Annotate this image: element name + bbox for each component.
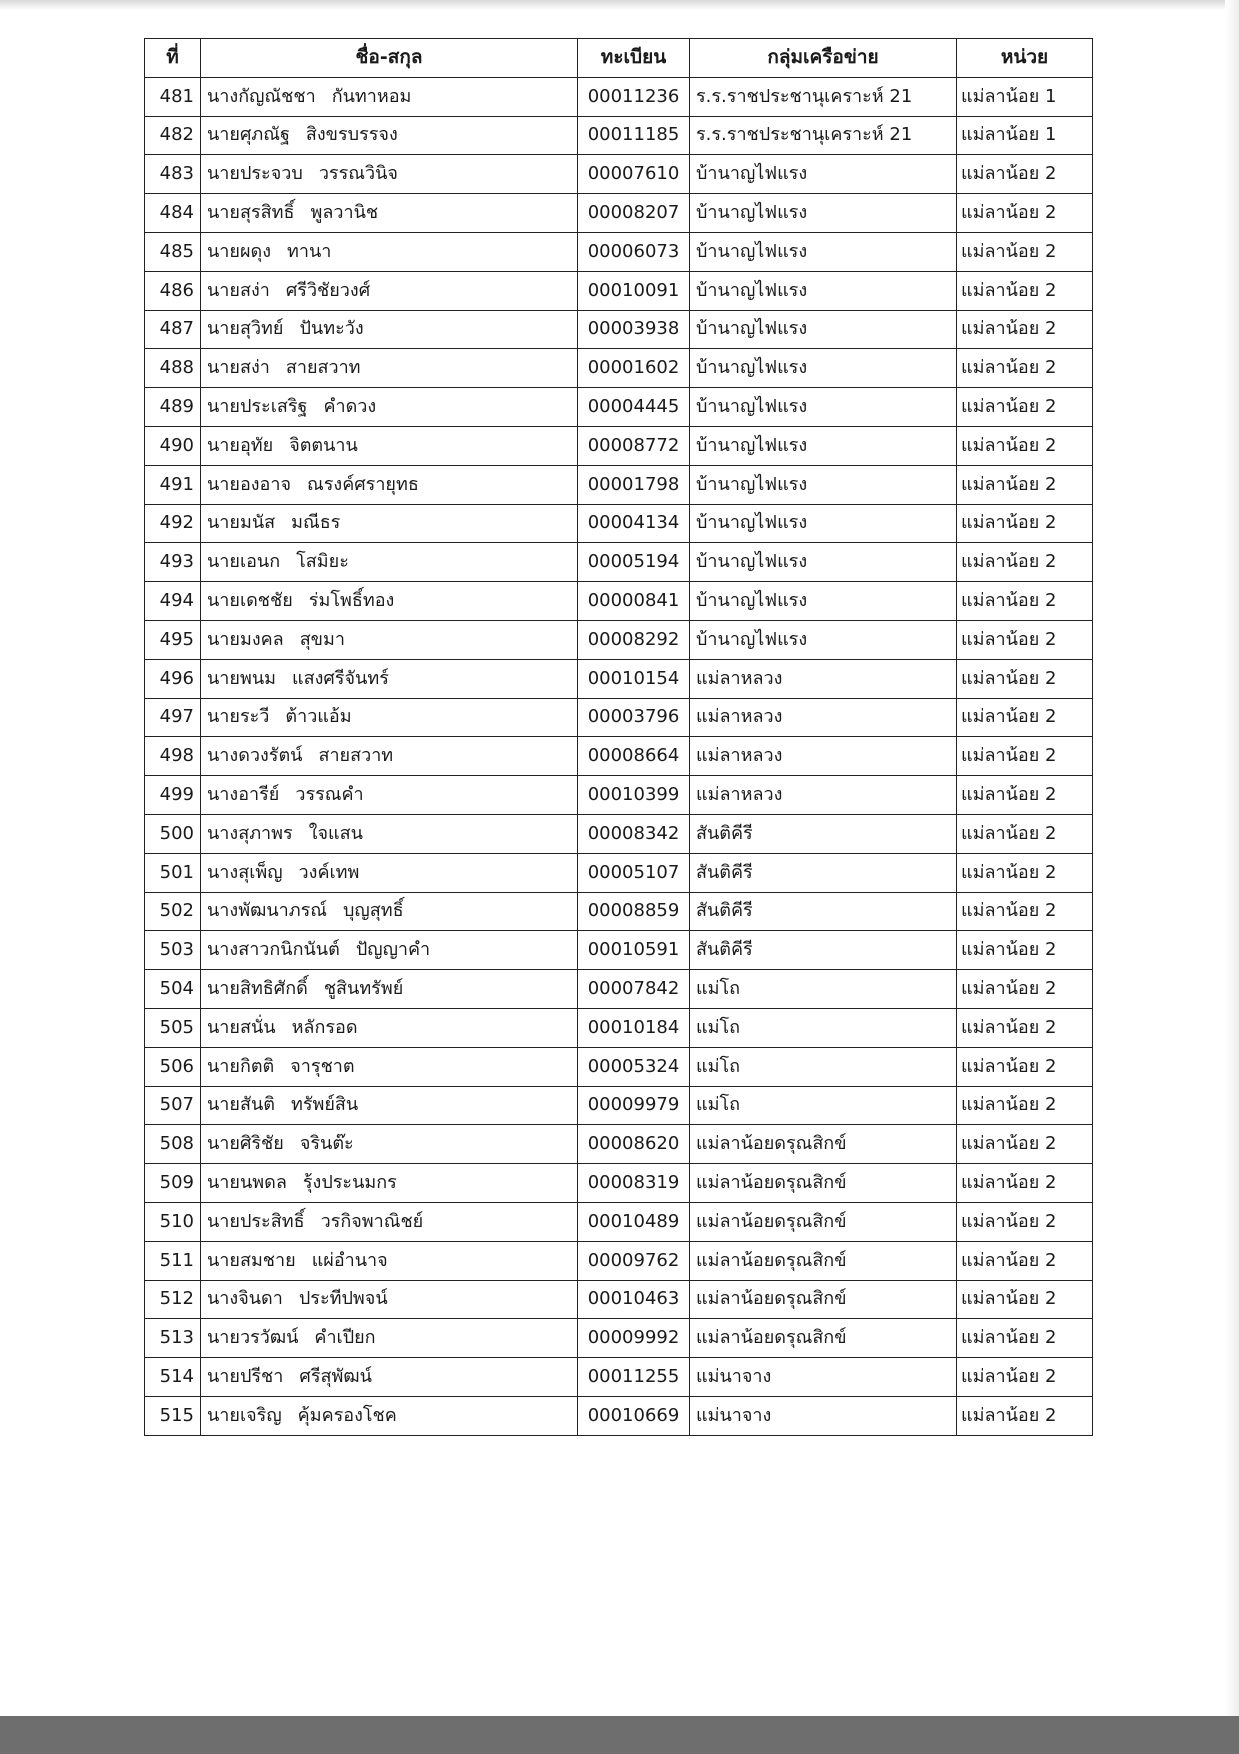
member-name: [201, 776, 578, 815]
row-number: 489: [145, 388, 201, 427]
unit-name: แม่ลาน้อย 2: [957, 620, 1093, 659]
row-number: 515: [145, 1396, 201, 1435]
table-row: [145, 271, 1093, 310]
row-number: 491: [145, 465, 201, 504]
table-row: [145, 853, 1093, 892]
row-number: 512: [145, 1280, 201, 1319]
member-first-name: นางจินดา: [207, 1288, 283, 1310]
header-name: ชื่อ-สกุล: [201, 39, 578, 78]
row-number: 486: [145, 271, 201, 310]
member-name: [201, 77, 578, 116]
table-row: [145, 1008, 1093, 1047]
member-first-name: นางพัฒนาภรณ์: [207, 900, 327, 922]
network-group: ร.ร.ราชประชานุเคราะห์ 21: [690, 77, 957, 116]
registration-number: 00008292: [578, 620, 690, 659]
member-first-name: นายประจวบ: [207, 163, 303, 185]
unit-name: แม่ลาน้อย 2: [957, 1241, 1093, 1280]
network-group: บ้านาญไฟแรง: [690, 310, 957, 349]
row-number: 505: [145, 1008, 201, 1047]
table-header: [145, 39, 1093, 78]
member-first-name: นายระวี: [207, 706, 270, 728]
registration-number: 00010489: [578, 1202, 690, 1241]
table-row: [145, 737, 1093, 776]
member-name: [201, 116, 578, 155]
member-first-name: นางดวงรัตน์: [207, 745, 303, 767]
row-number: 495: [145, 620, 201, 659]
registration-number: 00009979: [578, 1086, 690, 1125]
member-first-name: นายสันติ: [207, 1094, 275, 1116]
member-first-name: นายสง่า: [207, 357, 270, 379]
unit-name: แม่ลาน้อย 2: [957, 1164, 1093, 1203]
row-number: 510: [145, 1202, 201, 1241]
unit-name: แม่ลาน้อย 1: [957, 116, 1093, 155]
row-number: 514: [145, 1358, 201, 1397]
member-first-name: นายวรวัฒน์: [207, 1327, 299, 1349]
network-group: สันติคีรี: [690, 814, 957, 853]
row-number: 508: [145, 1125, 201, 1164]
row-number: 497: [145, 698, 201, 737]
network-group: สันติคีรี: [690, 892, 957, 931]
table-row: [145, 1358, 1093, 1397]
network-group: บ้านาญไฟแรง: [690, 620, 957, 659]
registration-number: 00008319: [578, 1164, 690, 1203]
member-last-name: ทานา: [286, 240, 332, 262]
unit-name: แม่ลาน้อย 2: [957, 1008, 1093, 1047]
registration-number: 00003938: [578, 310, 690, 349]
member-first-name: นางกัญณัชชา: [207, 85, 316, 107]
member-last-name: พูลวานิช: [310, 202, 379, 224]
row-number: 493: [145, 543, 201, 582]
member-name: [201, 659, 578, 698]
unit-name: แม่ลาน้อย 2: [957, 970, 1093, 1009]
row-number: 482: [145, 116, 201, 155]
registration-number: 00007842: [578, 970, 690, 1009]
row-number: 498: [145, 737, 201, 776]
unit-name: แม่ลาน้อย 2: [957, 737, 1093, 776]
network-group: แม่ลาน้อยดรุณสิกข์: [690, 1241, 957, 1280]
table-row: [145, 465, 1093, 504]
unit-name: แม่ลาน้อย 2: [957, 582, 1093, 621]
member-last-name: ปัญญาคำ: [355, 939, 431, 961]
member-last-name: วรกิจพาณิชย์: [320, 1210, 424, 1232]
unit-name: แม่ลาน้อย 2: [957, 892, 1093, 931]
unit-name: แม่ลาน้อย 1: [957, 77, 1093, 116]
unit-name: แม่ลาน้อย 2: [957, 1396, 1093, 1435]
network-group: ร.ร.ราชประชานุเคราะห์ 21: [690, 116, 957, 155]
table-row: [145, 155, 1093, 194]
member-last-name: ต้าวแอ้ม: [285, 706, 352, 728]
network-group: แม่ลาหลวง: [690, 737, 957, 776]
member-last-name: คำดวง: [323, 396, 377, 418]
member-name: [201, 737, 578, 776]
member-first-name: นายสิทธิศักดิ์: [207, 978, 308, 1000]
member-name: [201, 620, 578, 659]
registration-number: 00008207: [578, 194, 690, 233]
network-group: สันติคีรี: [690, 853, 957, 892]
member-name: [201, 232, 578, 271]
network-group: แม่ลาหลวง: [690, 698, 957, 737]
member-last-name: คำเปียก: [314, 1327, 376, 1349]
member-name: [201, 1319, 578, 1358]
member-last-name: แผ่อำนาจ: [311, 1249, 388, 1271]
table-row: [145, 232, 1093, 271]
table-row: [145, 1319, 1093, 1358]
unit-name: แม่ลาน้อย 2: [957, 232, 1093, 271]
member-first-name: นายองอาจ: [207, 473, 292, 495]
table-row: [145, 892, 1093, 931]
table-body: [145, 77, 1093, 1435]
member-first-name: นายศิริชัย: [207, 1133, 284, 1155]
network-group: สันติคีรี: [690, 931, 957, 970]
member-first-name: นางสาวกนิกนันต์: [207, 939, 340, 961]
table-row: [145, 1164, 1093, 1203]
unit-name: แม่ลาน้อย 2: [957, 698, 1093, 737]
member-name: [201, 349, 578, 388]
table-row: [145, 1396, 1093, 1435]
registration-number: 00009992: [578, 1319, 690, 1358]
registration-number: 00011185: [578, 116, 690, 155]
network-group: บ้านาญไฟแรง: [690, 349, 957, 388]
table-row: [145, 310, 1093, 349]
registration-number: 00006073: [578, 232, 690, 271]
network-group: บ้านาญไฟแรง: [690, 543, 957, 582]
member-first-name: นายสมชาย: [207, 1249, 296, 1271]
unit-name: แม่ลาน้อย 2: [957, 1086, 1093, 1125]
row-number: 485: [145, 232, 201, 271]
unit-name: แม่ลาน้อย 2: [957, 1319, 1093, 1358]
member-first-name: นายสนั่น: [207, 1016, 276, 1038]
header-no: ที่: [145, 39, 201, 78]
registration-number: 00008342: [578, 814, 690, 853]
table-row: [145, 426, 1093, 465]
member-last-name: สุขมา: [299, 628, 345, 650]
row-number: 502: [145, 892, 201, 931]
unit-name: แม่ลาน้อย 2: [957, 504, 1093, 543]
member-last-name: จรินต๊ะ: [299, 1133, 354, 1155]
unit-name: แม่ลาน้อย 2: [957, 1125, 1093, 1164]
header-network-group: กลุ่มเครือข่าย: [690, 39, 957, 78]
member-first-name: นายศุภณัฐ: [207, 124, 290, 146]
registration-number: 00004134: [578, 504, 690, 543]
table-row: [145, 1241, 1093, 1280]
registration-number: 00010399: [578, 776, 690, 815]
network-group: แม่โถ: [690, 970, 957, 1009]
row-number: 492: [145, 504, 201, 543]
registration-number: 00010669: [578, 1396, 690, 1435]
scan-shadow-right: [1225, 0, 1239, 1754]
member-first-name: นายมงคล: [207, 628, 284, 650]
table-row: [145, 194, 1093, 233]
member-name: [201, 970, 578, 1009]
registration-number: 00010463: [578, 1280, 690, 1319]
table-row: [145, 970, 1093, 1009]
network-group: แม่โถ: [690, 1008, 957, 1047]
row-number: 501: [145, 853, 201, 892]
network-group: แม่ลาหลวง: [690, 776, 957, 815]
member-name: [201, 543, 578, 582]
member-last-name: สายสวาท: [285, 357, 361, 379]
member-last-name: จิตตนาน: [289, 434, 358, 456]
member-last-name: ทรัพย์สิน: [290, 1094, 359, 1116]
member-name: [201, 310, 578, 349]
table-row: [145, 1202, 1093, 1241]
member-last-name: แสงศรีจันทร์: [292, 667, 389, 689]
row-number: 504: [145, 970, 201, 1009]
member-last-name: โสมิยะ: [296, 551, 349, 573]
member-last-name: สายสวาท: [318, 745, 394, 767]
unit-name: แม่ลาน้อย 2: [957, 349, 1093, 388]
table-row: [145, 659, 1093, 698]
member-name: [201, 1047, 578, 1086]
row-number: 513: [145, 1319, 201, 1358]
member-first-name: นายสุรสิทธิ์: [207, 202, 295, 224]
scan-shadow-bottom: [0, 1716, 1239, 1754]
table-row: [145, 931, 1093, 970]
table-row: [145, 620, 1093, 659]
row-number: 481: [145, 77, 201, 116]
member-last-name: ใจแสน: [308, 822, 363, 844]
member-first-name: นางอารีย์: [207, 784, 280, 806]
member-name: [201, 1202, 578, 1241]
registration-number: 00001798: [578, 465, 690, 504]
member-name: [201, 1280, 578, 1319]
member-last-name: มณีธร: [291, 512, 341, 534]
network-group: บ้านาญไฟแรง: [690, 426, 957, 465]
row-number: 503: [145, 931, 201, 970]
member-last-name: กันทาหอม: [331, 85, 412, 107]
network-group: บ้านาญไฟแรง: [690, 271, 957, 310]
unit-name: แม่ลาน้อย 2: [957, 931, 1093, 970]
unit-name: แม่ลาน้อย 2: [957, 814, 1093, 853]
member-first-name: นายปรีชา: [207, 1365, 284, 1387]
member-last-name: วรรณคำ: [295, 784, 364, 806]
member-last-name: ร่มโพธิ์ทอง: [308, 590, 395, 612]
row-number: 494: [145, 582, 201, 621]
table-row: [145, 543, 1093, 582]
table-row: [145, 1280, 1093, 1319]
registration-number: 00009762: [578, 1241, 690, 1280]
registration-number: 00010184: [578, 1008, 690, 1047]
member-name: [201, 698, 578, 737]
registration-number: 00008620: [578, 1125, 690, 1164]
table-row: [145, 77, 1093, 116]
member-name: [201, 155, 578, 194]
table-row: [145, 1047, 1093, 1086]
row-number: 506: [145, 1047, 201, 1086]
network-group: แม่ลาน้อยดรุณสิกข์: [690, 1164, 957, 1203]
unit-name: แม่ลาน้อย 2: [957, 543, 1093, 582]
member-first-name: นายอุทัย: [207, 434, 274, 456]
table-row: [145, 698, 1093, 737]
network-group: แม่โถ: [690, 1047, 957, 1086]
member-name: [201, 465, 578, 504]
network-group: แม่นาจาง: [690, 1396, 957, 1435]
header-unit: หน่วย: [957, 39, 1093, 78]
member-last-name: ศรีวิชัยวงศ์: [285, 279, 371, 301]
member-name: [201, 271, 578, 310]
unit-name: แม่ลาน้อย 2: [957, 776, 1093, 815]
member-first-name: นายประสิทธิ์: [207, 1210, 305, 1232]
member-first-name: นายพนม: [207, 667, 276, 689]
row-number: 496: [145, 659, 201, 698]
member-first-name: นายสุวิทย์: [207, 318, 284, 340]
unit-name: แม่ลาน้อย 2: [957, 388, 1093, 427]
unit-name: แม่ลาน้อย 2: [957, 1202, 1093, 1241]
unit-name: แม่ลาน้อย 2: [957, 465, 1093, 504]
registration-number: 00007610: [578, 155, 690, 194]
member-last-name: วงค์เทพ: [298, 861, 360, 883]
member-last-name: ประทีปพจน์: [298, 1288, 388, 1310]
member-first-name: นายประเสริฐ: [207, 396, 308, 418]
member-first-name: นายเอนก: [207, 551, 281, 573]
network-group: บ้านาญไฟแรง: [690, 155, 957, 194]
member-name: [201, 1008, 578, 1047]
member-last-name: คุ้มครองโชค: [297, 1404, 397, 1426]
registration-number: 00000841: [578, 582, 690, 621]
member-last-name: ปันทะวัง: [299, 318, 364, 340]
network-group: บ้านาญไฟแรง: [690, 504, 957, 543]
table-row: [145, 349, 1093, 388]
member-name: [201, 1396, 578, 1435]
network-group: บ้านาญไฟแรง: [690, 582, 957, 621]
row-number: 483: [145, 155, 201, 194]
member-first-name: นายกิตติ: [207, 1055, 275, 1077]
member-name: [201, 1164, 578, 1203]
registration-number: 00005107: [578, 853, 690, 892]
unit-name: แม่ลาน้อย 2: [957, 271, 1093, 310]
member-name: [201, 1358, 578, 1397]
member-first-name: นายสง่า: [207, 279, 270, 301]
table-row: [145, 1125, 1093, 1164]
member-first-name: นายนพดล: [207, 1172, 287, 1193]
header-registration: ทะเบียน: [578, 39, 690, 78]
network-group: แม่ลาหลวง: [690, 659, 957, 698]
member-first-name: นายมนัส: [207, 512, 276, 534]
registration-number: 00003796: [578, 698, 690, 737]
member-name: [201, 892, 578, 931]
registration-number: 00005324: [578, 1047, 690, 1086]
member-first-name: นางสุภาพร: [207, 822, 293, 844]
table-row: [145, 504, 1093, 543]
unit-name: แม่ลาน้อย 2: [957, 853, 1093, 892]
member-last-name: รุ้งประนมกร: [302, 1172, 397, 1193]
network-group: แม่ลาน้อยดรุณสิกข์: [690, 1280, 957, 1319]
network-group: แม่นาจาง: [690, 1358, 957, 1397]
row-number: 487: [145, 310, 201, 349]
unit-name: แม่ลาน้อย 2: [957, 194, 1093, 233]
member-first-name: นายผดุง: [207, 240, 271, 262]
member-name: [201, 504, 578, 543]
registration-number: 00004445: [578, 388, 690, 427]
member-last-name: สิงขรบรรจง: [305, 124, 398, 146]
unit-name: แม่ลาน้อย 2: [957, 1358, 1093, 1397]
member-last-name: หลักรอด: [291, 1016, 358, 1038]
member-last-name: จารุชาต: [290, 1055, 355, 1077]
network-group: บ้านาญไฟแรง: [690, 232, 957, 271]
member-last-name: ศรีสุพัฒน์: [299, 1365, 372, 1387]
registration-number: 00011255: [578, 1358, 690, 1397]
registration-number: 00010154: [578, 659, 690, 698]
row-number: 511: [145, 1241, 201, 1280]
registration-number: 00005194: [578, 543, 690, 582]
table-row: [145, 814, 1093, 853]
unit-name: แม่ลาน้อย 2: [957, 1280, 1093, 1319]
network-group: แม่โถ: [690, 1086, 957, 1125]
registration-number: 00001602: [578, 349, 690, 388]
member-name: [201, 1241, 578, 1280]
row-number: 484: [145, 194, 201, 233]
member-roster-table: [144, 38, 1093, 1436]
network-group: บ้านาญไฟแรง: [690, 388, 957, 427]
member-name: [201, 931, 578, 970]
member-last-name: ชูสินทรัพย์: [323, 978, 404, 1000]
row-number: 500: [145, 814, 201, 853]
network-group: แม่ลาน้อยดรุณสิกข์: [690, 1125, 957, 1164]
registration-number: 00008859: [578, 892, 690, 931]
registration-number: 00008664: [578, 737, 690, 776]
member-last-name: วรรณวินิจ: [318, 163, 398, 185]
registration-number: 00011236: [578, 77, 690, 116]
header-row: [145, 39, 1093, 78]
network-group: บ้านาญไฟแรง: [690, 194, 957, 233]
table-row: [145, 776, 1093, 815]
registration-number: 00008772: [578, 426, 690, 465]
unit-name: แม่ลาน้อย 2: [957, 426, 1093, 465]
member-name: [201, 426, 578, 465]
table-row: [145, 388, 1093, 427]
member-name: [201, 194, 578, 233]
member-name: [201, 853, 578, 892]
unit-name: แม่ลาน้อย 2: [957, 155, 1093, 194]
table-row: [145, 116, 1093, 155]
row-number: 499: [145, 776, 201, 815]
member-name: [201, 1125, 578, 1164]
registration-number: 00010091: [578, 271, 690, 310]
network-group: แม่ลาน้อยดรุณสิกข์: [690, 1202, 957, 1241]
network-group: แม่ลาน้อยดรุณสิกข์: [690, 1319, 957, 1358]
unit-name: แม่ลาน้อย 2: [957, 1047, 1093, 1086]
network-group: บ้านาญไฟแรง: [690, 465, 957, 504]
row-number: 507: [145, 1086, 201, 1125]
member-name: [201, 814, 578, 853]
table-row: [145, 1086, 1093, 1125]
member-name: [201, 582, 578, 621]
unit-name: แม่ลาน้อย 2: [957, 310, 1093, 349]
member-first-name: นายเดชชัย: [207, 590, 293, 612]
scan-shadow-top: [0, 0, 1239, 10]
member-last-name: ณรงค์ศรายุทธ: [307, 473, 419, 495]
member-first-name: นางสุเพ็ญ: [207, 861, 283, 883]
table-row: [145, 582, 1093, 621]
registration-number: 00010591: [578, 931, 690, 970]
row-number: 509: [145, 1164, 201, 1203]
unit-name: แม่ลาน้อย 2: [957, 659, 1093, 698]
row-number: 490: [145, 426, 201, 465]
member-name: [201, 388, 578, 427]
member-first-name: นายเจริญ: [207, 1404, 282, 1426]
member-last-name: บุญสุทธิ์: [342, 900, 404, 922]
member-name: [201, 1086, 578, 1125]
row-number: 488: [145, 349, 201, 388]
